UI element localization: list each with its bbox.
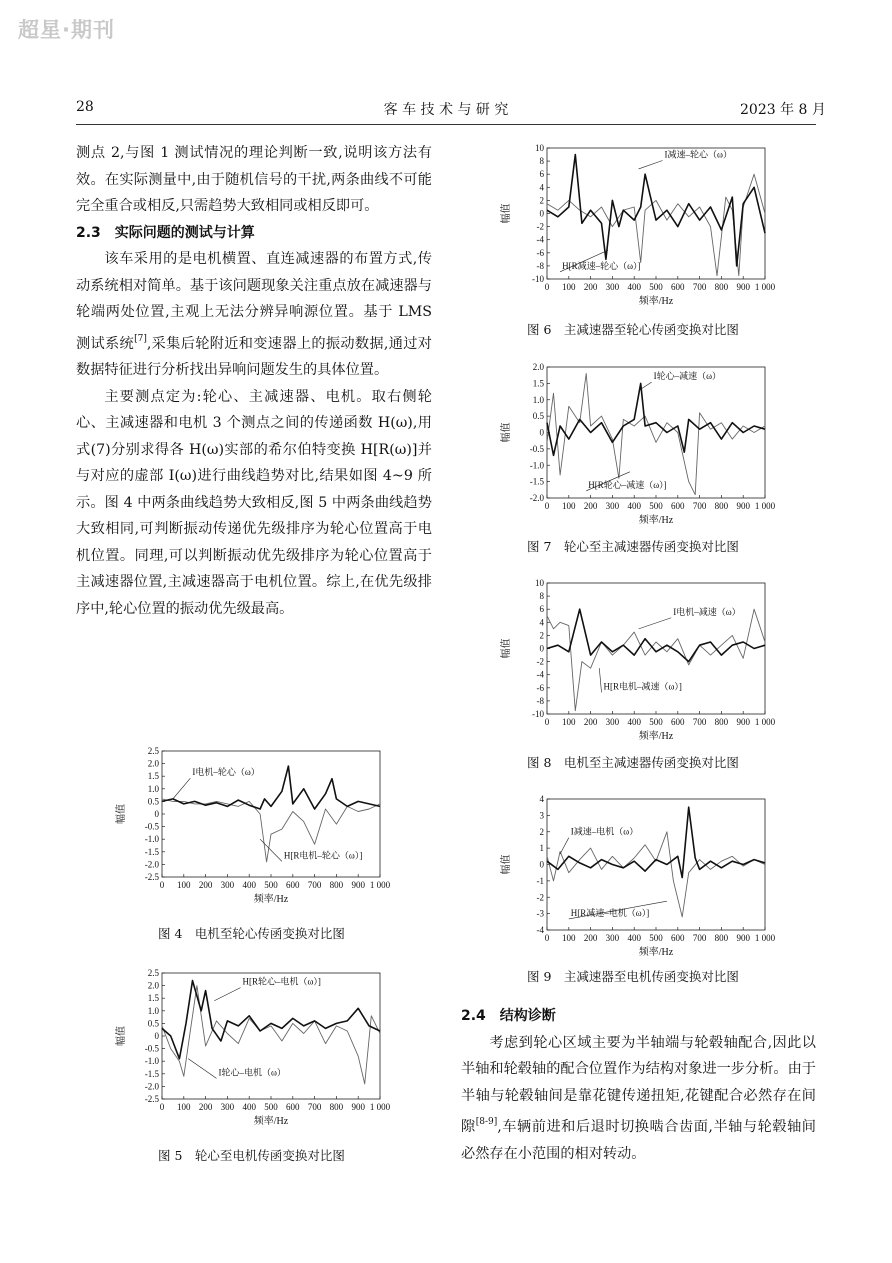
y-axis-label: 幅值: [501, 638, 512, 659]
y-tick-label: 1.5: [147, 993, 159, 1004]
y-tick-label: 1.0: [147, 1005, 159, 1016]
label-leader: [214, 988, 240, 1001]
y-tick-label: 2.0: [147, 758, 159, 769]
x-tick-label: 1 000: [369, 1102, 391, 1112]
x-tick-label: 400: [627, 933, 641, 943]
x-tick-label: 0: [544, 717, 550, 727]
y-axis-label: 幅值: [501, 203, 512, 224]
y-tick-label: -8: [536, 695, 544, 706]
x-tick-label: 1 000: [754, 282, 776, 292]
figure-5-caption: 图 5 轮心至电机传函变换对比图: [158, 1148, 345, 1163]
x-tick-label: 900: [351, 1102, 365, 1112]
x-tick-label: 200: [198, 880, 213, 890]
y-tick-label: 4: [539, 617, 544, 628]
x-tick-label: 200: [198, 1102, 213, 1112]
label-leader: [188, 1059, 216, 1079]
plot-frame: [162, 973, 380, 1099]
x-tick-label: 200: [583, 717, 598, 727]
x-tick-label: 400: [627, 501, 641, 511]
figure-4-chart: [110, 745, 400, 905]
figure-8-chart: [495, 577, 785, 742]
y-tick-label: -2: [536, 221, 544, 232]
x-tick-label: 100: [562, 282, 576, 292]
left-column: [76, 140, 432, 622]
y-tick-label: 2.0: [532, 362, 544, 372]
y-tick-label: 8: [539, 156, 544, 167]
y-tick-label: 6: [539, 169, 544, 180]
x-tick-label: 100: [562, 933, 576, 943]
series-label: I减速–电机（ω）: [570, 826, 639, 837]
y-tick-label: -2: [536, 892, 544, 903]
series-label: H[R轮心–电机（ω）]: [242, 976, 321, 987]
y-tick-label: -2: [536, 656, 544, 667]
x-tick-label: 1 000: [754, 717, 776, 727]
y-tick-label: -6: [536, 682, 544, 693]
x-tick-label: 500: [649, 717, 663, 727]
x-axis-label: 频率/Hz: [638, 731, 674, 742]
x-tick-label: 900: [736, 282, 750, 292]
y-tick-label: 3: [539, 810, 544, 821]
y-tick-label: 2.0: [147, 980, 159, 991]
y-tick-label: 0: [539, 859, 544, 870]
x-tick-label: 100: [562, 501, 576, 511]
x-axis-label: 频率/Hz: [638, 515, 674, 526]
series-label: I轮心–电机（ω）: [218, 1067, 286, 1078]
y-tick-label: 1.5: [532, 378, 544, 389]
x-tick-label: 800: [329, 1102, 344, 1112]
x-tick-label: 1 000: [754, 501, 776, 511]
series-line: [547, 807, 765, 877]
x-axis-label: 频率/Hz: [253, 1116, 289, 1127]
y-tick-label: 1.0: [147, 783, 159, 794]
x-tick-label: 900: [736, 933, 750, 943]
y-tick-label: -2.0: [144, 859, 159, 870]
series-label: I减速–轮心（ω）: [664, 149, 732, 160]
x-tick-label: 600: [286, 880, 300, 890]
label-leader: [560, 838, 569, 854]
x-tick-label: 700: [307, 1102, 322, 1112]
y-tick-label: 10: [535, 578, 544, 588]
y-tick-label: -1.0: [144, 834, 159, 845]
y-tick-label: -4: [536, 669, 544, 680]
plot-frame: [547, 583, 765, 714]
y-tick-label: -1.5: [529, 476, 544, 487]
y-tick-label: -1.5: [144, 1068, 159, 1079]
series-line: [547, 383, 765, 455]
series-line: [162, 981, 380, 1059]
paragraph: 考虑到轮心区域主要为半轴端与轮毂轴配合,因此以半轴和轮毂轴的配合位置作为结构对象进一步分析。由于半轴与轮毂轴间是靠花键传递扭矩,花键配合必然存在间隙[8-9],车辆前进和后退时切换啮合齿面,半轴与轮毂轴间必然存在小范围的相对转动。: [461, 1034, 816, 1162]
y-tick-label: -6: [536, 247, 544, 258]
y-tick-label: 1: [539, 843, 544, 854]
x-tick-label: 400: [242, 1102, 256, 1112]
x-tick-label: 0: [544, 282, 550, 292]
y-tick-label: 8: [539, 591, 544, 602]
x-tick-label: 200: [583, 933, 598, 943]
y-tick-label: -2.0: [144, 1081, 159, 1092]
x-tick-label: 300: [605, 282, 620, 292]
x-tick-label: 0: [159, 1102, 165, 1112]
figure-8-caption: 图 8 电机至主减速器传函变换对比图: [527, 755, 739, 770]
section-heading-2-3: 2.3 实际问题的测试与计算: [76, 224, 255, 241]
y-axis-label: 幅值: [116, 1026, 127, 1046]
label-leader: [639, 618, 672, 629]
y-tick-label: 2: [539, 195, 544, 206]
x-tick-label: 900: [736, 501, 750, 511]
x-tick-label: 800: [329, 880, 344, 890]
y-tick-label: 0.5: [147, 1018, 159, 1029]
y-tick-label: -0.5: [529, 443, 544, 454]
series-label: I电机–减速（ω）: [673, 606, 741, 617]
label-leader: [260, 839, 282, 861]
y-tick-label: -1: [536, 875, 544, 886]
series-label: H[R电机–减速（ω）]: [603, 681, 682, 692]
paragraph: 测点 2,与图 1 测试情况的理论判断一致,说明该方法有效。在实际测量中,由于随机信号的干扰,两条曲线不可能完全重合或相反,只需趋势大致相同或相反即可。: [76, 145, 432, 214]
y-tick-label: -4: [536, 925, 544, 935]
x-tick-label: 0: [544, 501, 550, 511]
y-tick-label: -2.0: [529, 493, 544, 503]
x-tick-label: 300: [605, 717, 620, 727]
x-tick-label: 300: [605, 501, 620, 511]
y-tick-label: -2.5: [144, 1094, 159, 1104]
x-tick-label: 700: [307, 880, 322, 890]
x-tick-label: 700: [692, 501, 707, 511]
x-tick-label: 0: [544, 933, 550, 943]
y-tick-label: 2: [539, 826, 544, 837]
x-tick-label: 900: [351, 880, 365, 890]
y-axis-label: 幅值: [501, 854, 512, 875]
y-tick-label: -1.5: [144, 846, 159, 857]
x-tick-label: 600: [286, 1102, 300, 1112]
x-tick-label: 400: [627, 282, 641, 292]
x-tick-label: 400: [627, 717, 641, 727]
x-tick-label: 100: [177, 880, 191, 890]
issue-date: 2023 年 8 月: [740, 102, 826, 118]
x-tick-label: 500: [649, 282, 663, 292]
figure-6-caption: 图 6 主减速器至轮心传函变换对比图: [527, 322, 739, 337]
x-tick-label: 500: [649, 501, 663, 511]
series-label: I电机–轮心（ω）: [192, 767, 260, 778]
x-tick-label: 400: [242, 880, 256, 890]
label-leader: [599, 668, 601, 692]
series-line: [547, 609, 765, 711]
x-axis-label: 频率/Hz: [638, 296, 674, 307]
x-tick-label: 200: [583, 501, 598, 511]
x-tick-label: 100: [177, 1102, 191, 1112]
y-axis-label: 幅值: [116, 804, 127, 824]
y-tick-label: 0.5: [532, 411, 544, 422]
x-axis-label: 频率/Hz: [253, 894, 289, 905]
y-tick-label: 4: [539, 182, 544, 193]
x-tick-label: 500: [264, 880, 278, 890]
y-tick-label: -4: [536, 234, 544, 245]
x-tick-label: 600: [671, 717, 685, 727]
y-tick-label: -3: [536, 908, 544, 919]
section-heading-2-4: 2.4 结构诊断: [461, 1008, 556, 1024]
label-leader: [173, 778, 190, 799]
x-tick-label: 500: [264, 1102, 278, 1112]
x-tick-label: 300: [220, 1102, 235, 1112]
y-tick-label: -0.5: [144, 821, 159, 832]
x-tick-label: 300: [605, 933, 620, 943]
y-tick-label: 4: [539, 794, 544, 804]
x-tick-label: 1 000: [754, 933, 776, 943]
y-tick-label: 0: [154, 809, 159, 819]
x-tick-label: 700: [692, 282, 707, 292]
x-tick-label: 0: [159, 880, 165, 890]
x-tick-label: 600: [671, 282, 685, 292]
citation: [8-9]: [475, 1117, 498, 1127]
page-number: 28: [76, 99, 94, 115]
figure-6-chart: [495, 142, 785, 307]
x-tick-label: 300: [220, 880, 235, 890]
journal-title: 客 车 技 术 与 研 究: [383, 102, 509, 118]
plot-frame: [547, 367, 765, 498]
y-tick-label: -0.5: [144, 1043, 159, 1054]
x-tick-label: 800: [714, 717, 729, 727]
series-label: H[R减速–轮心（ω）]: [562, 260, 641, 271]
x-tick-label: 800: [714, 933, 729, 943]
y-tick-label: 2: [539, 630, 544, 641]
right-column-text: [461, 1003, 816, 1167]
y-tick-label: -2.5: [144, 872, 159, 882]
figure-5-chart: [110, 967, 400, 1127]
y-tick-label: 0: [154, 1031, 159, 1041]
y-tick-label: 1.0: [532, 394, 544, 405]
y-tick-label: -1.0: [144, 1056, 159, 1067]
x-tick-label: 200: [583, 282, 598, 292]
series-line: [547, 374, 765, 495]
citation: [7]: [134, 333, 147, 344]
x-tick-label: 700: [692, 933, 707, 943]
series-label: H[R电机–轮心（ω）]: [283, 850, 363, 861]
label-leader: [639, 160, 663, 168]
x-tick-label: 1 000: [369, 880, 391, 890]
y-tick-label: -10: [532, 274, 544, 284]
series-label: I轮心–减速（ω）: [653, 371, 722, 382]
x-tick-label: 500: [649, 933, 663, 943]
y-tick-label: -8: [536, 260, 544, 271]
header-rule: [76, 124, 816, 125]
y-tick-label: -10: [532, 709, 544, 719]
x-tick-label: 800: [714, 501, 729, 511]
y-tick-label: 0: [539, 427, 544, 438]
y-tick-label: 6: [539, 604, 544, 615]
x-tick-label: 800: [714, 282, 729, 292]
x-tick-label: 700: [692, 717, 707, 727]
x-tick-label: 600: [671, 933, 685, 943]
y-tick-label: 2.5: [147, 968, 159, 978]
figure-9-chart: [495, 793, 785, 958]
x-tick-label: 900: [736, 717, 750, 727]
y-tick-label: -1.0: [529, 460, 544, 471]
series-label: H[R轮心–减速（ω）]: [588, 479, 667, 490]
watermark: 超星·期刊: [18, 18, 115, 42]
y-tick-label: 0: [539, 208, 544, 219]
x-tick-label: 600: [671, 501, 685, 511]
y-tick-label: 0.5: [147, 796, 159, 807]
series-label: H[R减速–电机（ω）]: [570, 907, 650, 918]
x-axis-label: 频率/Hz: [638, 947, 674, 958]
figure-4-caption: 图 4 电机至轮心传函变换对比图: [158, 926, 345, 941]
paragraph: 该车采用的是电机横置、直连减速器的布置方式,传动系统相对简单。基于该问题现象关注重点放在减速器与轮端两处位置,主观上无法分辨异响源位置。基于 LMS 测试系统[7],采集后轮附近和变速器上的振动数据,通过对数据特征进行分析找出异响问题发生的具体位置。: [76, 251, 432, 378]
paragraph: 主要测点定为:轮心、主减速器、电机。取右侧轮心、主减速器和电机 3 个测点之间的传递函数 H(ω),用式(7)分别求得各 H(ω)实部的希尔伯特变换 H[R(ω)]并与对应的虚部 I(ω)进行曲线趋势对比,结果如图 4~9 所示。图 4 中两条曲线趋势大致相反,图 5 中两条曲线趋势大致相同,可判断振动传递优先级排序为轮心位置高于电机位置。同理,可以判断振动优先级排序为轮心位置高于主减速器位置,主减速器高于电机位置。综上,在优先级排序中,轮心位置的振动优先级最高。: [76, 388, 432, 617]
series-line: [547, 832, 765, 917]
y-tick-label: 10: [535, 143, 544, 153]
figure-7-chart: [495, 361, 785, 526]
x-tick-label: 100: [562, 717, 576, 727]
y-tick-label: 0: [539, 643, 544, 654]
y-tick-label: 1.5: [147, 771, 159, 782]
y-axis-label: 幅值: [501, 422, 512, 443]
figure-9-caption: 图 9 主减速器至电机传函变换对比图: [527, 969, 739, 984]
figure-7-caption: 图 7 轮心至主减速器传函变换对比图: [527, 539, 739, 554]
y-tick-label: 2.5: [147, 746, 159, 756]
